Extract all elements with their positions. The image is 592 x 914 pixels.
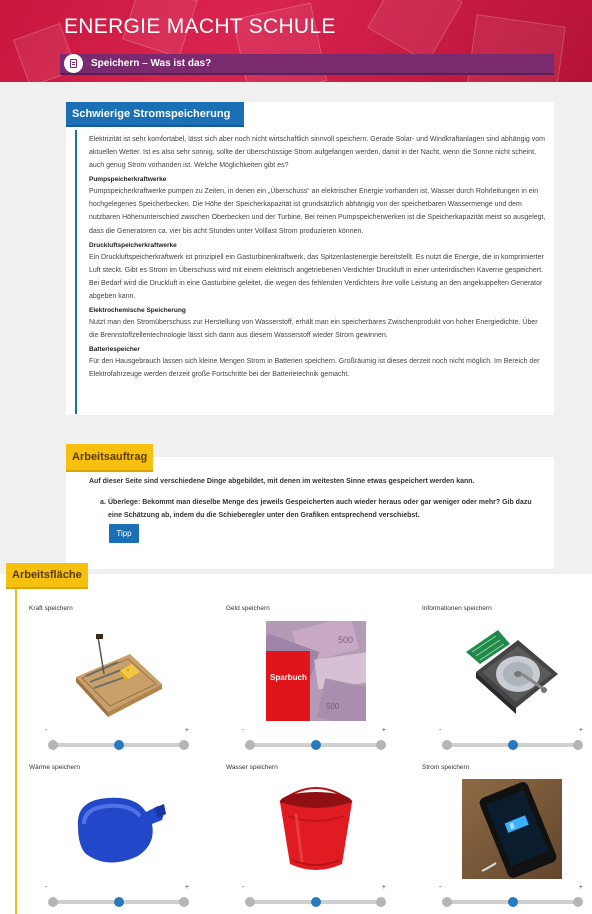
tile-label-waerme: Wärme speichern bbox=[29, 764, 80, 771]
savings-book-image bbox=[266, 621, 366, 721]
smartphone-charging-image bbox=[462, 779, 562, 879]
section-heading: Pumpspeicherkraftwerke bbox=[89, 176, 167, 184]
task-text: Auf dieser Seite sind verschiedene Dinge abgebildet, mit denen im weitesten Sinne etwas gespeichert werden kann. bbox=[89, 478, 475, 485]
mousetrap-image bbox=[68, 622, 168, 722]
task-item-text: Überlege: Bekommt man dieselbe Menge des jeweils Gespeicherten auch wieder heraus oder gar weniger oder mehr? Gib dazu eine Schätzung ab, indem du die Schieberegler unter den Grafiken entsprechend verschiebst. bbox=[108, 499, 532, 519]
header-banner bbox=[0, 0, 592, 82]
slider-knob[interactable] bbox=[114, 740, 124, 750]
slider-knob[interactable] bbox=[508, 897, 518, 907]
page-title: ENERGIE MACHT SCHULE bbox=[64, 15, 336, 38]
hot-water-bottle-image bbox=[68, 780, 168, 880]
slider-informationen[interactable]: - + bbox=[438, 729, 583, 751]
info-intro: Elektrizität ist sehr komfortabel, lässt sich aber noch nicht wirtschaftlich sinnvoll speichern. Gerade Solar- und Windkraftanlagen sind abhängig vom aktuellen Wetter. Ist es also sehr sonnig, sollte der überschüssige Strom aufgefangen werden, damit in der Nacht, wenn die Sonne nicht scheint, auch genug Strom vorhanden ist. Welche Möglichkeiten gibt es? bbox=[89, 136, 545, 170]
task-item bbox=[100, 496, 544, 522]
slider-waerme[interactable]: - + bbox=[44, 886, 189, 908]
task-item-label: a. bbox=[100, 499, 106, 506]
svg-text:500: 500 bbox=[326, 702, 340, 711]
sparbuch-label: Sparbuch bbox=[270, 673, 307, 682]
slider-knob[interactable] bbox=[114, 897, 124, 907]
section-text: Ein Druckluftspeicherkraftwerk ist prinzipiell ein Gasturbinenkraftwerk, das Spitzenlastenergie bereitstellt. Es nutzt die Energie, die in komprimierter Luft steckt. Gibt es Strom im Überschuss wird mit einem elektrisch angetriebenen Verdichter Druckluft in einer unterirdischen Kaverne gespeichert. Bei Bedarf wird die Druckluft in eine Gasturbine geleitet, die wegen des fehlenden Verdichters ihre volle Leistung an den angekuppelten Generator abgeben kann. bbox=[89, 253, 544, 300]
section-heading: Batteriespeicher bbox=[89, 346, 140, 354]
section-heading: Elektrochemische Speicherung bbox=[89, 307, 186, 315]
section-heading: Druckluftspeicherkraftwerke bbox=[89, 241, 177, 249]
tile-label-kraft: Kraft speichern bbox=[29, 605, 73, 612]
chapter-title: Speichern – Was ist das? bbox=[91, 58, 212, 69]
info-body bbox=[75, 130, 546, 414]
bucket-image bbox=[266, 780, 366, 880]
info-tab-label: Schwierige Stromspeicherung bbox=[66, 102, 244, 125]
svg-text:500: 500 bbox=[338, 635, 354, 645]
slider-wasser[interactable]: - + bbox=[241, 886, 386, 908]
tile-label-wasser: Wasser speichern bbox=[226, 764, 278, 771]
chapter-bar bbox=[60, 54, 554, 75]
section-text: Pumpspeicherkraftwerke pumpen zu Zeiten, in denen ein „Überschuss“ an elektrischer Energie vorhanden ist, Wasser durch Rohrleitungen in ein hochgelegenes Speicherbecken. Die Höhe der Speicherkapazität ist grundsätzlich abhängig von der speicherbaren Wassermenge und dem nutzbaren Höhenunterschied zwischen Oberbecken und der Turbine. Bei reinen Pumpspeicherwerken ist die Speicherkapazität meist so ausgelegt, dass die Generatoren ca. vier bis acht Stunden unter Volllast Strom produzieren können. bbox=[89, 188, 546, 235]
slider-knob[interactable] bbox=[311, 897, 321, 907]
tile-label-geld: Geld speichern bbox=[226, 605, 270, 612]
section-text: Nutzt man den Stromüberschuss zur Herstellung von Wasserstoff, erhält man ein speicherbares Zwischenprodukt von hoher Energiedichte. Über die Brennstoffzellentechnologie lässt sich dann aus diesem Wasserstoff wieder Strom gewinnen. bbox=[89, 319, 538, 340]
slider-strom[interactable]: - + bbox=[438, 886, 583, 908]
hard-drive-image bbox=[462, 622, 562, 722]
tile-label-strom: Strom speichern bbox=[422, 764, 470, 771]
slider-geld[interactable]: - + bbox=[241, 729, 386, 751]
tile-label-informationen: Informationen speichern bbox=[422, 605, 492, 612]
document-icon bbox=[64, 54, 83, 73]
task-tab-label: Arbeitsauftrag bbox=[66, 444, 153, 470]
slider-knob[interactable] bbox=[508, 740, 518, 750]
slider-knob[interactable] bbox=[311, 740, 321, 750]
workspace-accent-line bbox=[15, 586, 17, 914]
workspace-tab-label: Arbeitsfläche bbox=[6, 563, 88, 587]
slider-kraft[interactable]: - + bbox=[44, 729, 189, 751]
tipp-button[interactable]: Tipp bbox=[109, 524, 139, 543]
section-text: Für den Hausgebrauch lassen sich kleine Mengen Strom in Batterien speichern. Großräumig ist dieses derzeit noch nicht möglich. Im Bereich der Elektrofahrzeuge werden derzeit große Fortschritte bei der Batterietechnik gemacht. bbox=[89, 358, 540, 379]
